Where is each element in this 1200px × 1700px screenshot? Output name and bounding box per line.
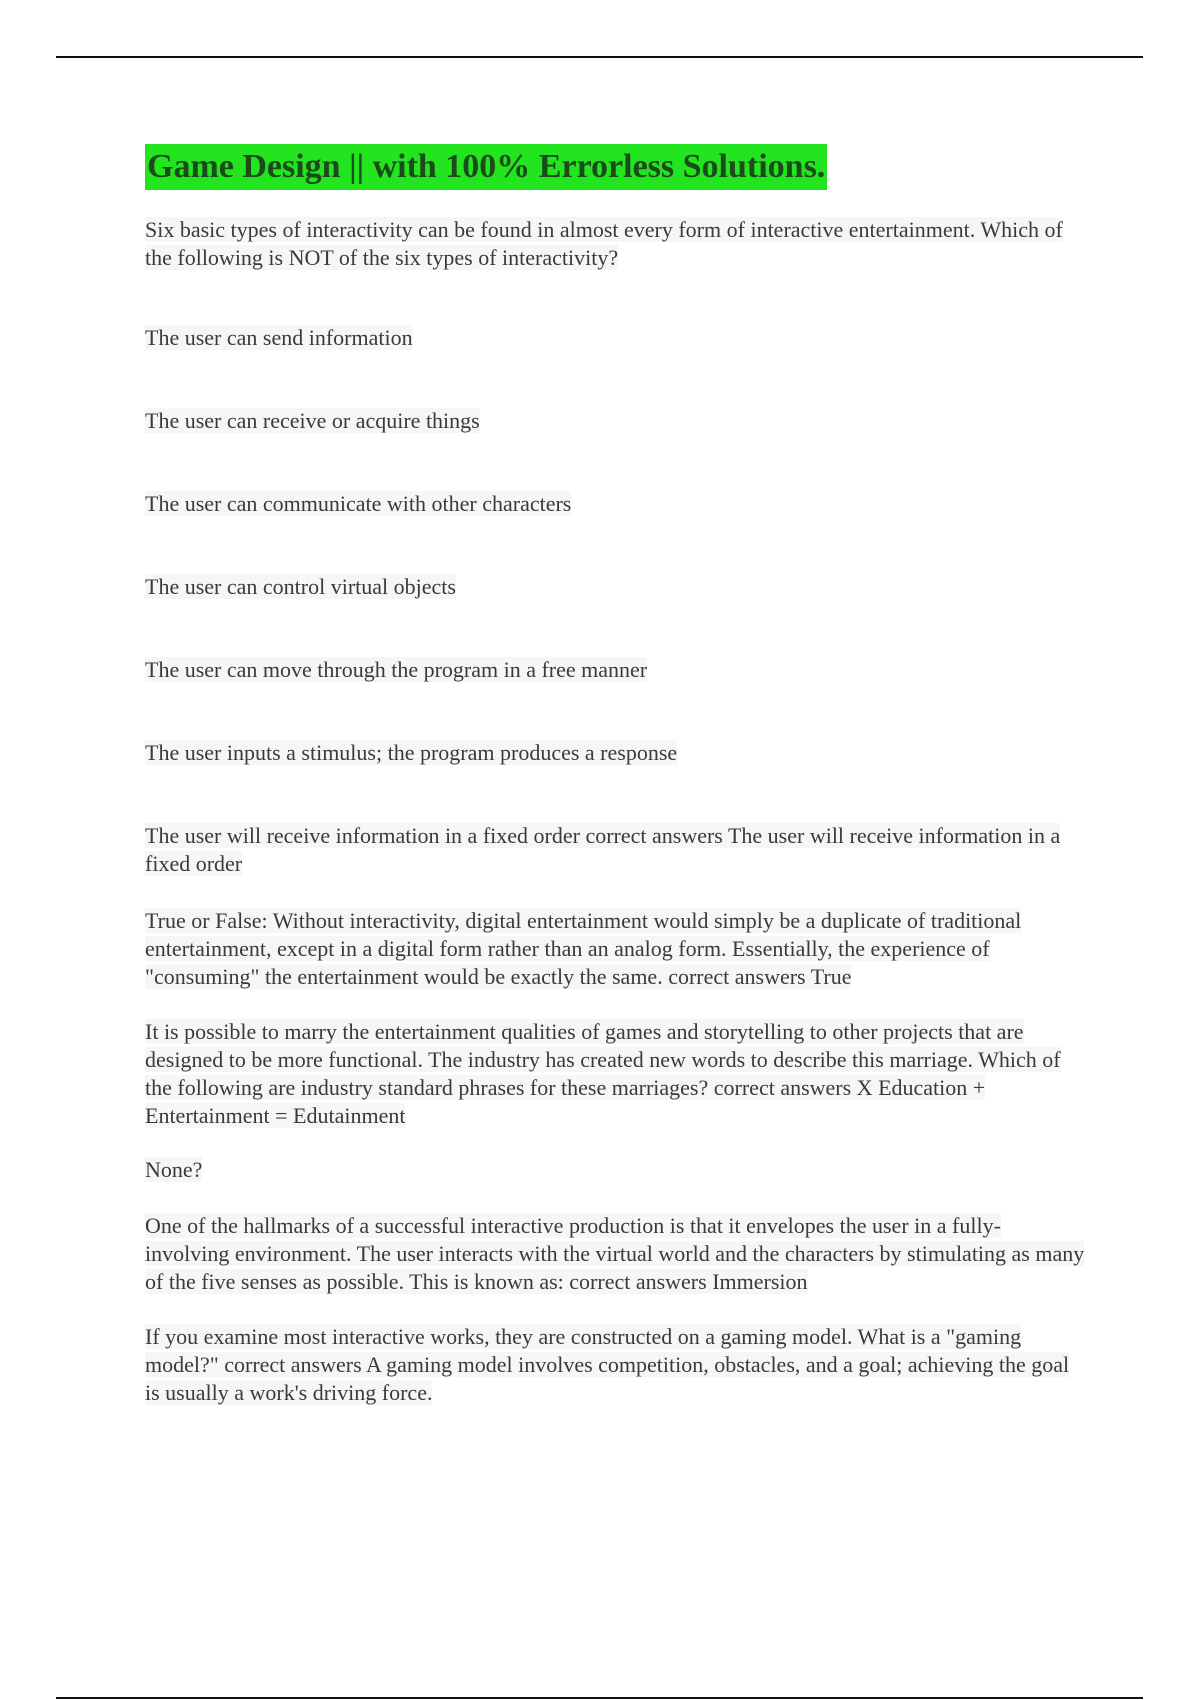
question-4: [145, 1212, 1085, 1296]
document-title: Game Design || with 100% Errorless Solutions.: [145, 144, 827, 190]
option-1: The user can send information: [145, 325, 413, 350]
option-7-answer: The user will receive information in a fixed order correct answers The user will receive information in a fixed order: [145, 823, 1061, 876]
document-body: [145, 144, 1085, 1405]
option-3: The user can communicate with other characters: [145, 491, 572, 516]
question-3: [145, 1018, 1085, 1130]
question-2-text: True or False: Without interactivity, digital entertainment would simply be a duplicate of traditional entertainment, except in a digital form rather than an analog form. Essentially, the experience of "consuming" the entertainment would be exactly the same. correct answers True: [145, 908, 1022, 989]
question-5-text: If you examine most interactive works, they are constructed on a gaming model. What is a "gaming model?" correct answers A gaming model involves competition, obstacles, and a goal; achieving the goal is usually a work's driving force.: [145, 1324, 1070, 1405]
option-item: [145, 656, 1085, 684]
header-rule: [56, 56, 1143, 58]
option-item: [145, 739, 1085, 767]
option-item: [145, 490, 1085, 518]
option-item: [145, 407, 1085, 435]
option-2: The user can receive or acquire things: [145, 408, 480, 433]
option-item: [145, 573, 1085, 601]
question-2: [145, 907, 1085, 991]
note: [145, 1156, 1085, 1184]
option-item: [145, 822, 1085, 878]
question-5: [145, 1323, 1085, 1407]
note-text: None?: [145, 1157, 203, 1182]
question-3-text: It is possible to marry the entertainment qualities of games and storytelling to other projects that are designed to be more functional. The industry has created new words to describe this marriage. Which of the following are industry standard phrases for these marriages? correct answers X Education + Entertainment = Edutainment: [145, 1019, 1061, 1128]
question-4-text: One of the hallmarks of a successful interactive production is that it envelopes the user in a fully-involving environment. The user interacts with the virtual world and the characters by stimulating as many of the five senses as possible. This is known as: correct answers Immersion: [145, 1213, 1085, 1294]
footer-rule: [56, 1697, 1143, 1699]
option-item: [145, 324, 1085, 352]
option-6: The user inputs a stimulus; the program produces a response: [145, 740, 678, 765]
option-4: The user can control virtual objects: [145, 574, 456, 599]
question-1: [145, 216, 1085, 272]
option-5: The user can move through the program in a free manner: [145, 657, 648, 682]
question-1-text: Six basic types of interactivity can be found in almost every form of interactive entertainment. Which of the following is NOT of the six types of interactivity?: [145, 217, 1063, 270]
